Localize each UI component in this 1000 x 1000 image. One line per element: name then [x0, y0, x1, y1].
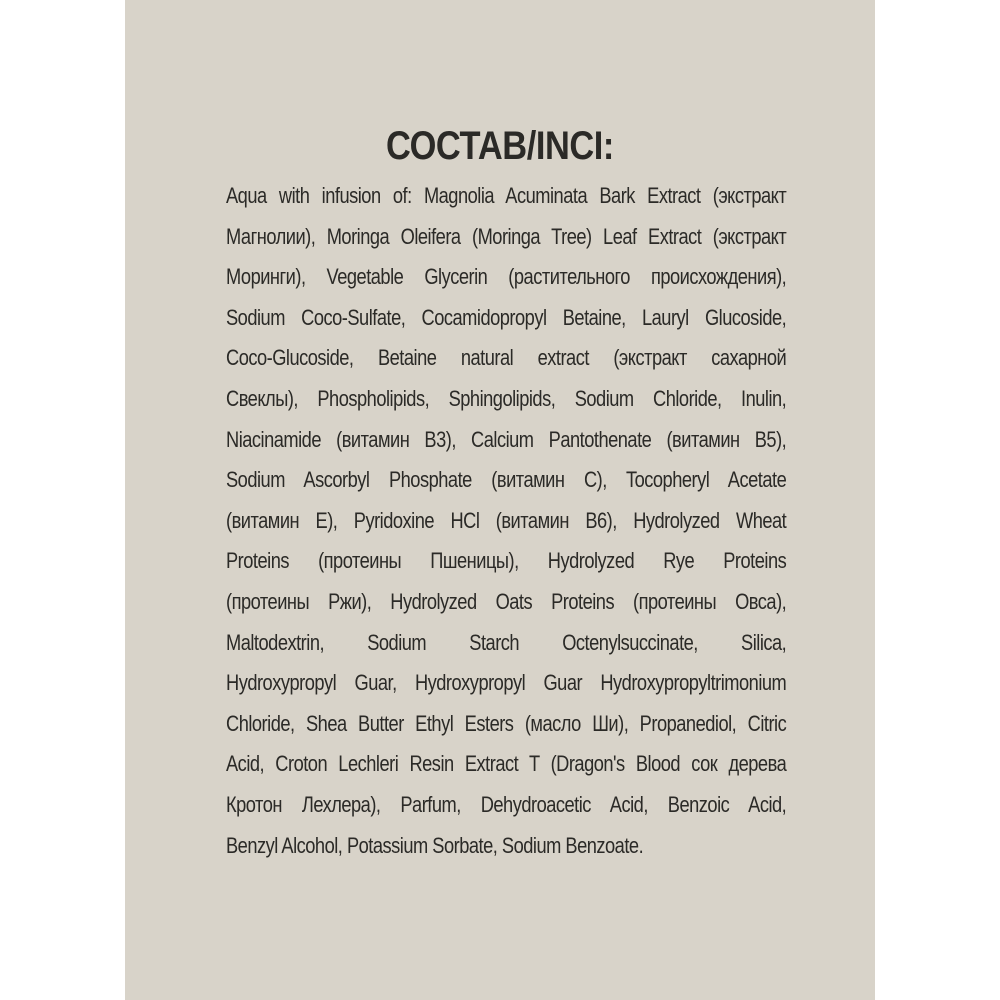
ingredient-line: Benzyl Alcohol, Potassium Sorbate, Sodium Benzoate.: [226, 832, 644, 858]
ingredient-line: (витамин Е), Pyridoxine HCl (витамин B6), Hydrolyzed Wheat: [226, 507, 787, 533]
ingredient-line: Maltodextrin, Sodium Starch Octenylsuccinate, Silica,: [226, 629, 787, 655]
composition-heading: СОСТАВ/INCI:: [386, 124, 614, 168]
ingredient-line: Chloride, Shea Butter Ethyl Esters (масло Ши), Propanediol, Citric: [226, 710, 787, 736]
ingredient-line: Свеклы), Phospholipids, Sphingolipids, Sodium Chloride, Inulin,: [226, 385, 787, 411]
ingredients-text: [226, 176, 786, 866]
ingredient-line: Hydroxypropyl Guar, Hydroxypropyl Guar Hydroxypropyltrimonium: [226, 670, 787, 696]
ingredient-line: Кротон Лехлера), Parfum, Dehydroacetic Acid, Benzoic Acid,: [226, 791, 787, 817]
ingredient-line: Моринги), Vegetable Glycerin (растительного происхождения),: [226, 264, 787, 290]
ingredient-line: Sodium Ascorbyl Phosphate (витамин С), Tocopheryl Acetate: [226, 467, 787, 493]
ingredient-line: Niacinamide (витамин B3), Calcium Pantothenate (витамин B5),: [226, 426, 787, 452]
ingredient-line: Магнолии), Moringa Oleifera (Moringa Tree) Leaf Extract (экстракт: [226, 223, 787, 249]
ingredient-line: Coco-Glucoside, Betaine natural extract (экстракт сахарной: [226, 345, 787, 371]
ingredients-card: [125, 0, 875, 1000]
ingredient-line: (протеины Ржи), Hydrolyzed Oats Proteins (протеины Овса),: [226, 588, 787, 614]
ingredient-line: Sodium Coco-Sulfate, Cocamidopropyl Betaine, Lauryl Glucoside,: [226, 304, 787, 330]
ingredient-line: Aqua with infusion of: Magnolia Acuminata Bark Extract (экстракт: [226, 183, 787, 208]
ingredient-line: Proteins (протеины Пшеницы), Hydrolyzed Rye Proteins: [226, 548, 787, 574]
ingredient-line: Acid, Croton Lechleri Resin Extract T (Dragon's Blood сок дерева: [226, 751, 787, 777]
